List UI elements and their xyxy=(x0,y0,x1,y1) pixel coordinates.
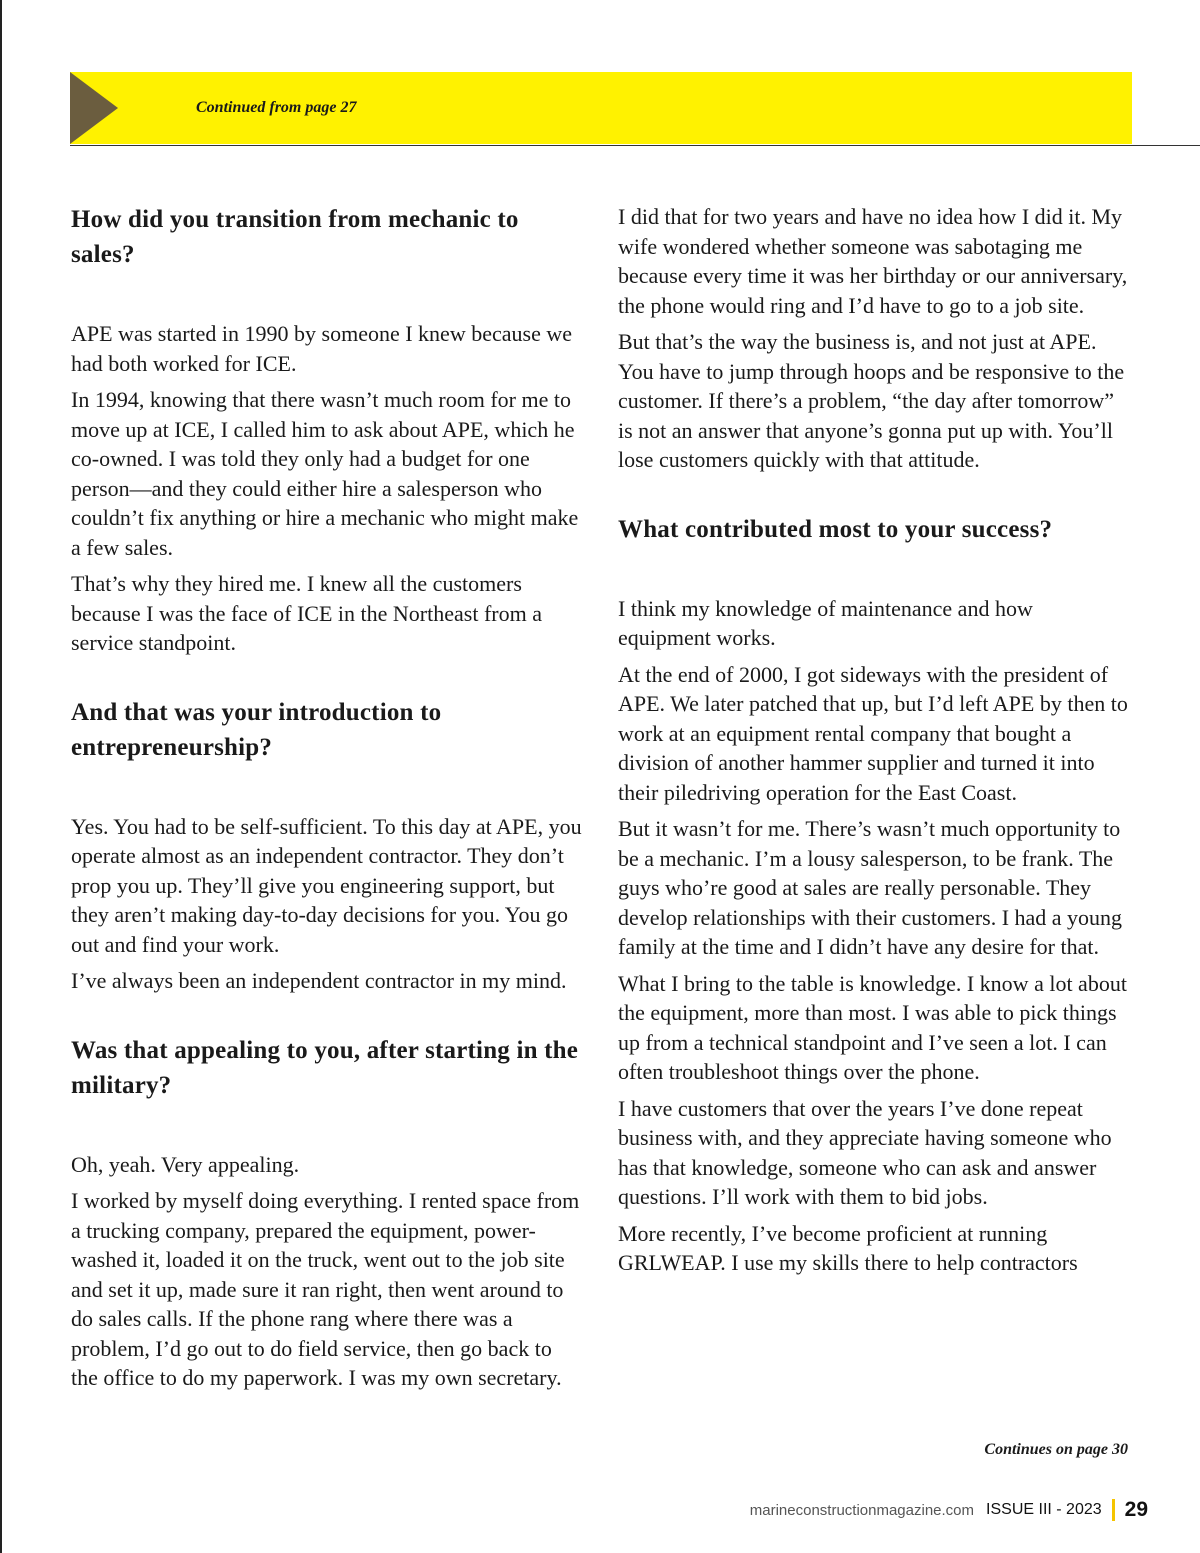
paragraph: That’s why they hired me. I knew all the customers because I was the face of ICE in the Northeast from a service standpoint. xyxy=(71,571,542,655)
continues-on-label: Continues on page 30 xyxy=(984,1441,1128,1458)
paragraph: I have customers that over the years I’ve done repeat business with, and they appreciate having someone who has that knowledge, someone who can ask and answer questions. I’ll work with them to bid jobs. xyxy=(618,1095,1112,1209)
page-edge-rule xyxy=(0,0,2,1553)
paragraph: APE was started in 1990 by someone I knew because we had both worked for ICE. xyxy=(71,321,572,376)
paragraph: I worked by myself doing everything. I rented space from a trucking company, prepared the equipment, power-washed it, loaded it on the truck, went out to the job site and set it up, made sure it ran right, then went around to do sales calls. If the phone rang where there was a problem, I’d go out to do field service, then go back to the office to do my paperwork. I was my own secretary. xyxy=(71,1188,580,1390)
question-heading: Was that appealing to you, after starting in the military? xyxy=(71,1036,579,1099)
question-heading: What contributed most to your success? xyxy=(618,515,1053,543)
banner-rule xyxy=(70,145,1200,146)
paragraph: But it wasn’t for me. There’s wasn’t much opportunity to be a mechanic. I’m a lousy salesperson, to be frank. The guys who’re good at sales are really personable. They develop relationships with their customers. I had a young family at the time and I didn’t have any desire for that. xyxy=(618,816,1123,959)
question-heading: How did you transition from mechanic to sales? xyxy=(71,206,519,268)
banner-arrow-icon xyxy=(70,72,118,144)
left-column xyxy=(71,202,583,1400)
footer-site-link[interactable]: marineconstructionmagazine.com xyxy=(749,1501,975,1519)
paragraph: Oh, yeah. Very appealing. xyxy=(71,1151,300,1177)
paragraph: I’ve always been an independent contractor in my mind. xyxy=(71,968,567,993)
right-column xyxy=(618,202,1130,1285)
page-number: 29 xyxy=(1124,1498,1148,1521)
paragraph: What I bring to the table is knowledge. I know a lot about the equipment, more than most. I was able to pick things up from a technical standpoint and I’ve seen a lot. I can often troubleshoot things over the phone. xyxy=(618,970,1127,1084)
paragraph: At the end of 2000, I got sideways with the president of APE. We later patched that up, but I’d left APE by then to work at an equipment rental company that bought a division of another hammer supplier and turned it into their piledriving operation for the East Coast. xyxy=(618,661,1128,805)
paragraph: Yes. You had to be self-sufficient. To this day at APE, you operate almost as an independent contractor. They don’t prop you up. They’ll give you engineering support, but they aren’t making day-to-day decisions for you. You go out and find your work. xyxy=(71,813,582,957)
continued-from-label: Continued from page 27 xyxy=(196,99,357,116)
footer-divider xyxy=(1112,1499,1115,1521)
paragraph: I think my knowledge of maintenance and how equipment works. xyxy=(618,595,1033,650)
page-footer xyxy=(750,1498,1148,1522)
footer-issue: ISSUE III - 2023 xyxy=(986,1501,1102,1518)
question-heading: And that was your introduction to entrepreneurship? xyxy=(71,698,442,761)
paragraph: In 1994, knowing that there wasn’t much room for me to move up at ICE, I called him to ask about APE, which he co-owned. I was told they only had a budget for one person—and they could either hire a salesperson who couldn’t fix anything or hire a mechanic who might make a few sales. xyxy=(71,387,579,560)
paragraph: More recently, I’ve become proficient at running GRLWEAP. I use my skills there to help contractors xyxy=(618,1220,1078,1275)
paragraph: I did that for two years and have no idea how I did it. My wife wondered whether someone was sabotaging me because every time it was her birthday or our anniversary, the phone would ring and I’d have to go to a job site. xyxy=(618,204,1128,318)
paragraph: But that’s the way the business is, and not just at APE. You have to jump through hoops and be responsive to the customer. If there’s a problem, “the day after tomorrow” is not an answer that anyone’s gonna put up with. You’ll lose customers quickly with that attitude. xyxy=(618,329,1125,472)
